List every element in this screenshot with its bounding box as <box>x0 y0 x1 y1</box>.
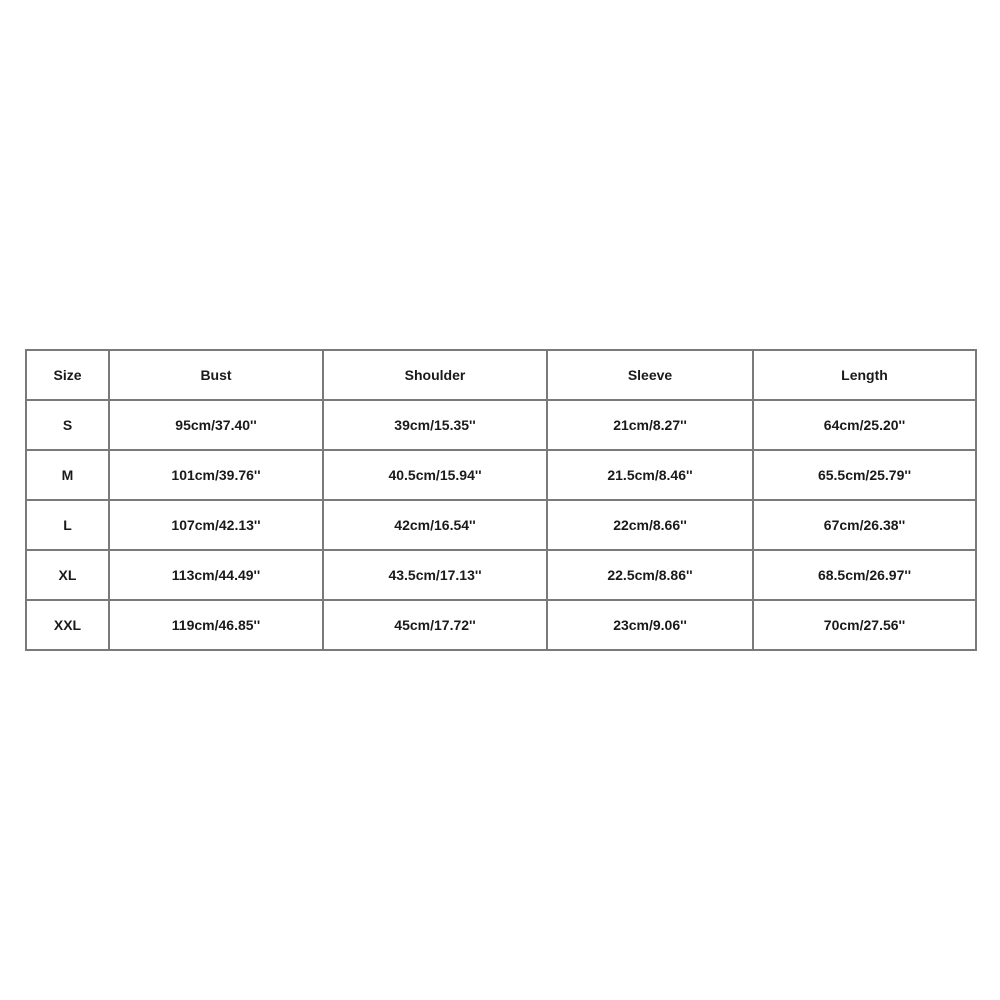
cell-size: L <box>26 500 109 550</box>
table-row <box>26 550 976 600</box>
cell-bust: 113cm/44.49'' <box>109 550 323 600</box>
header-size: Size <box>26 350 109 400</box>
cell-shoulder: 42cm/16.54'' <box>323 500 547 550</box>
cell-length: 70cm/27.56'' <box>753 600 976 650</box>
cell-sleeve: 21cm/8.27'' <box>547 400 753 450</box>
cell-sleeve: 21.5cm/8.46'' <box>547 450 753 500</box>
cell-size: S <box>26 400 109 450</box>
cell-shoulder: 40.5cm/15.94'' <box>323 450 547 500</box>
cell-length: 64cm/25.20'' <box>753 400 976 450</box>
cell-sleeve: 23cm/9.06'' <box>547 600 753 650</box>
table-row <box>26 450 976 500</box>
cell-bust: 107cm/42.13'' <box>109 500 323 550</box>
cell-size: XXL <box>26 600 109 650</box>
cell-length: 65.5cm/25.79'' <box>753 450 976 500</box>
cell-size: M <box>26 450 109 500</box>
cell-sleeve: 22.5cm/8.86'' <box>547 550 753 600</box>
table-row <box>26 600 976 650</box>
size-chart-table <box>25 349 977 651</box>
header-shoulder: Shoulder <box>323 350 547 400</box>
cell-bust: 95cm/37.40'' <box>109 400 323 450</box>
cell-sleeve: 22cm/8.66'' <box>547 500 753 550</box>
table-row <box>26 500 976 550</box>
cell-size: XL <box>26 550 109 600</box>
cell-shoulder: 45cm/17.72'' <box>323 600 547 650</box>
cell-bust: 119cm/46.85'' <box>109 600 323 650</box>
header-sleeve: Sleeve <box>547 350 753 400</box>
header-bust: Bust <box>109 350 323 400</box>
cell-shoulder: 43.5cm/17.13'' <box>323 550 547 600</box>
cell-length: 68.5cm/26.97'' <box>753 550 976 600</box>
table-row <box>26 400 976 450</box>
cell-bust: 101cm/39.76'' <box>109 450 323 500</box>
cell-length: 67cm/26.38'' <box>753 500 976 550</box>
cell-shoulder: 39cm/15.35'' <box>323 400 547 450</box>
header-row <box>26 350 976 400</box>
header-length: Length <box>753 350 976 400</box>
